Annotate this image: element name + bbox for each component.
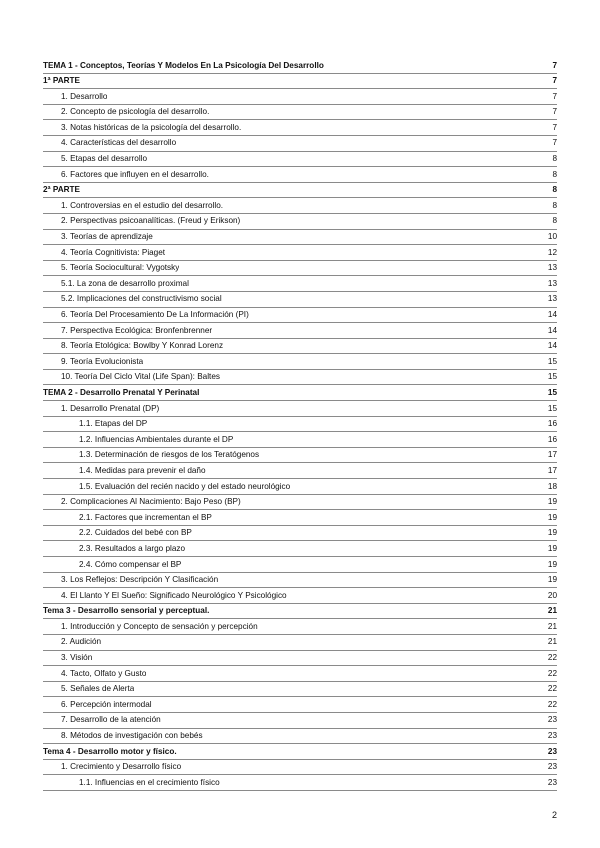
toc-entry-page: 13 (547, 294, 557, 304)
toc-entry-title: 2.3. Resultados a largo plazo (79, 543, 186, 553)
toc-entry-title: 4. El Llanto Y El Sueño: Significado Neurológico Y Psicológico (61, 590, 287, 600)
toc-entry-page: 23 (547, 731, 557, 741)
toc-entry-title: Tema 3 - Desarrollo sensorial y perceptual. (43, 606, 210, 616)
toc-entry[interactable] (43, 401, 557, 417)
toc-entry[interactable] (43, 198, 557, 214)
toc-entry-title: 1.5. Evaluación del recién nacido y del estado neurológico (79, 481, 291, 491)
toc-entry[interactable] (43, 635, 557, 651)
toc-entry-page: 22 (547, 684, 557, 694)
toc-entry[interactable] (43, 214, 557, 230)
toc-entry-title: 1. Desarrollo (61, 91, 108, 101)
toc-entry-title: 6. Percepción intermodal (61, 699, 152, 709)
toc-entry-page: 15 (547, 403, 557, 413)
toc-entry-page: 7 (552, 76, 557, 86)
toc-entry-title: 3. Visión (61, 653, 93, 663)
toc-entry-title: 5. Etapas del desarrollo (61, 154, 148, 164)
toc-entry-title: 1. Introducción y Concepto de sensación y percepción (61, 621, 258, 631)
toc-entry-title: 4. Características del desarrollo (61, 138, 177, 148)
toc-entry[interactable] (43, 183, 557, 199)
toc-entry-page: 19 (547, 497, 557, 507)
toc-entry-page: 19 (547, 512, 557, 522)
toc-entry[interactable] (43, 526, 557, 542)
toc-entry-page: 15 (547, 387, 557, 397)
toc-entry-page: 8 (552, 169, 557, 179)
toc-entry-page: 8 (552, 200, 557, 210)
table-of-contents (43, 58, 557, 791)
toc-entry-title: 7. Perspectiva Ecológica: Bronfenbrenner (61, 325, 213, 335)
toc-entry-page: 17 (547, 465, 557, 475)
toc-entry[interactable] (43, 510, 557, 526)
toc-entry-page: 16 (547, 434, 557, 444)
toc-entry[interactable] (43, 432, 557, 448)
toc-entry-title: 1.3. Determinación de riesgos de los Teratógenos (79, 450, 260, 460)
toc-entry-title: 1. Controversias en el estudio del desarrollo. (61, 200, 224, 210)
toc-entry[interactable] (43, 339, 557, 355)
toc-entry-title: Tema 4 - Desarrollo motor y físico. (43, 746, 177, 756)
toc-entry-title: 7. Desarrollo de la atención (61, 715, 161, 725)
toc-entry-page: 19 (547, 559, 557, 569)
toc-entry-page: 7 (552, 107, 557, 117)
toc-entry-page: 7 (552, 138, 557, 148)
toc-entry[interactable] (43, 666, 557, 682)
toc-entry[interactable] (43, 760, 557, 776)
toc-entry-title: 1.4. Medidas para prevenir el daño (79, 465, 206, 475)
toc-entry-title: TEMA 2 - Desarrollo Prenatal Y Perinatal (43, 387, 200, 397)
toc-entry-title: 2.4. Cómo compensar el BP (79, 559, 182, 569)
toc-entry[interactable] (43, 58, 557, 74)
toc-entry-title: 1. Desarrollo Prenatal (DP) (61, 403, 160, 413)
toc-entry-title: 3. Teorías de aprendizaje (61, 232, 153, 242)
toc-entry-page: 8 (552, 185, 557, 195)
toc-entry-page: 21 (547, 621, 557, 631)
toc-entry[interactable] (43, 713, 557, 729)
toc-entry-page: 7 (552, 60, 557, 70)
toc-entry[interactable] (43, 588, 557, 604)
toc-entry-title: 1.1. Etapas del DP (79, 419, 148, 429)
toc-entry[interactable] (43, 619, 557, 635)
toc-entry-page: 12 (547, 247, 557, 257)
toc-entry[interactable] (43, 74, 557, 90)
toc-entry-page: 14 (547, 341, 557, 351)
toc-entry-page: 21 (547, 606, 557, 616)
toc-entry-title: 2ª PARTE (43, 185, 80, 195)
toc-entry-title: 2.1. Factores que incrementan el BP (79, 512, 212, 522)
toc-entry[interactable] (43, 105, 557, 121)
toc-entry-title: 6. Teoría Del Procesamiento De La Información (PI) (61, 310, 249, 319)
toc-entry[interactable] (43, 385, 557, 401)
toc-entry-title: 5. Señales de Alerta (61, 684, 135, 694)
toc-entry[interactable] (43, 479, 557, 495)
toc-entry-title: 2. Concepto de psicología del desarrollo. (61, 107, 210, 117)
toc-entry[interactable] (43, 308, 557, 324)
toc-entry[interactable] (43, 729, 557, 745)
toc-entry-page: 15 (547, 356, 557, 366)
toc-entry-page: 14 (547, 310, 557, 319)
toc-entry-title: 3. Los Reflejos: Descripción Y Clasificación (61, 575, 219, 585)
toc-entry[interactable] (43, 354, 557, 370)
toc-entry[interactable] (43, 682, 557, 698)
toc-entry[interactable] (43, 604, 557, 620)
toc-entry-page: 23 (547, 777, 557, 787)
toc-entry-title: 1. Crecimiento y Desarrollo físico (61, 762, 182, 772)
toc-entry-title: 2. Audición (61, 637, 102, 647)
toc-entry-title: 4. Teoría Cognitivista: Piaget (61, 247, 166, 257)
toc-entry-page: 22 (547, 699, 557, 709)
toc-entry-page: 13 (547, 263, 557, 273)
toc-entry[interactable] (43, 152, 557, 168)
toc-entry[interactable] (43, 651, 557, 667)
toc-entry-page: 15 (547, 372, 557, 382)
toc-entry-page: 23 (547, 746, 557, 756)
toc-entry-page: 16 (547, 419, 557, 429)
toc-entry[interactable] (43, 136, 557, 152)
toc-entry-title: 8. Métodos de investigación con bebés (61, 731, 203, 741)
toc-entry-page: 23 (547, 715, 557, 725)
toc-entry-page: 19 (547, 528, 557, 538)
toc-entry[interactable] (43, 292, 557, 308)
toc-entry[interactable] (43, 261, 557, 277)
toc-entry[interactable] (43, 245, 557, 261)
toc-entry[interactable] (43, 495, 557, 511)
toc-entry-page: 20 (547, 590, 557, 600)
toc-entry-title: 1.1. Influencias en el crecimiento físico (79, 777, 220, 787)
toc-entry-page: 8 (552, 216, 557, 226)
toc-entry-title: 2. Complicaciones Al Nacimiento: Bajo Peso (BP) (61, 497, 241, 507)
toc-entry-title: 1.2. Influencias Ambientales durante el DP (79, 434, 234, 444)
toc-entry[interactable] (43, 230, 557, 246)
toc-entry[interactable] (43, 370, 557, 386)
toc-entry-title: 5.1. La zona de desarrollo proximal (61, 278, 189, 288)
toc-entry-page: 19 (547, 575, 557, 585)
toc-entry-page: 13 (547, 278, 557, 288)
toc-entry-title: TEMA 1 - Conceptos, Teorías Y Modelos En La Psicología Del Desarrollo (43, 60, 324, 70)
toc-entry-page: 10 (547, 232, 557, 242)
toc-entry[interactable] (43, 573, 557, 589)
toc-entry-page: 22 (547, 653, 557, 663)
toc-entry[interactable] (43, 120, 557, 136)
toc-entry-page: 8 (552, 154, 557, 164)
toc-entry[interactable] (43, 323, 557, 339)
toc-entry-page: 19 (547, 543, 557, 553)
toc-entry-title: 3. Notas históricas de la psicología del desarrollo. (61, 122, 242, 132)
toc-entry-page: 17 (547, 450, 557, 460)
toc-entry-page: 23 (547, 762, 557, 772)
toc-entry-page: 7 (552, 122, 557, 132)
toc-entry-page: 22 (547, 668, 557, 678)
toc-entry[interactable] (43, 463, 557, 479)
toc-entry[interactable] (43, 557, 557, 573)
toc-entry[interactable] (43, 775, 557, 791)
toc-entry-title: 6. Factores que influyen en el desarrollo. (61, 169, 209, 179)
toc-entry-title: 2. Perspectivas psicoanalíticas. (Freud y Erikson) (61, 216, 241, 226)
toc-entry-page: 21 (547, 637, 557, 647)
toc-entry[interactable] (43, 448, 557, 464)
toc-entry[interactable] (43, 744, 557, 760)
toc-entry[interactable] (43, 89, 557, 105)
toc-entry[interactable] (43, 167, 557, 183)
toc-entry-title: 2.2. Cuidados del bebé con BP (79, 528, 192, 538)
toc-entry-page: 18 (547, 481, 557, 491)
toc-entry-page: 7 (552, 91, 557, 101)
toc-entry-title: 5. Teoría Sociocultural: Vygotsky (61, 263, 180, 273)
page-number: 2 (551, 810, 557, 820)
toc-entry-page: 14 (547, 325, 557, 335)
toc-entry[interactable] (43, 276, 557, 292)
toc-entry-title: 10. Teoría Del Ciclo Vital (Life Span): Baltes (61, 372, 220, 382)
toc-entry[interactable] (43, 417, 557, 433)
toc-entry[interactable] (43, 697, 557, 713)
toc-entry-title: 1ª PARTE (43, 76, 80, 86)
toc-entry-title: 9. Teoría Evolucionista (61, 356, 144, 366)
toc-entry-title: 4. Tacto, Olfato y Gusto (61, 668, 147, 678)
toc-entry-title: 5.2. Implicaciones del constructivismo social (61, 294, 222, 304)
toc-entry-title: 8. Teoría Etológica: Bowlby Y Konrad Lorenz (61, 341, 224, 351)
toc-entry[interactable] (43, 541, 557, 557)
